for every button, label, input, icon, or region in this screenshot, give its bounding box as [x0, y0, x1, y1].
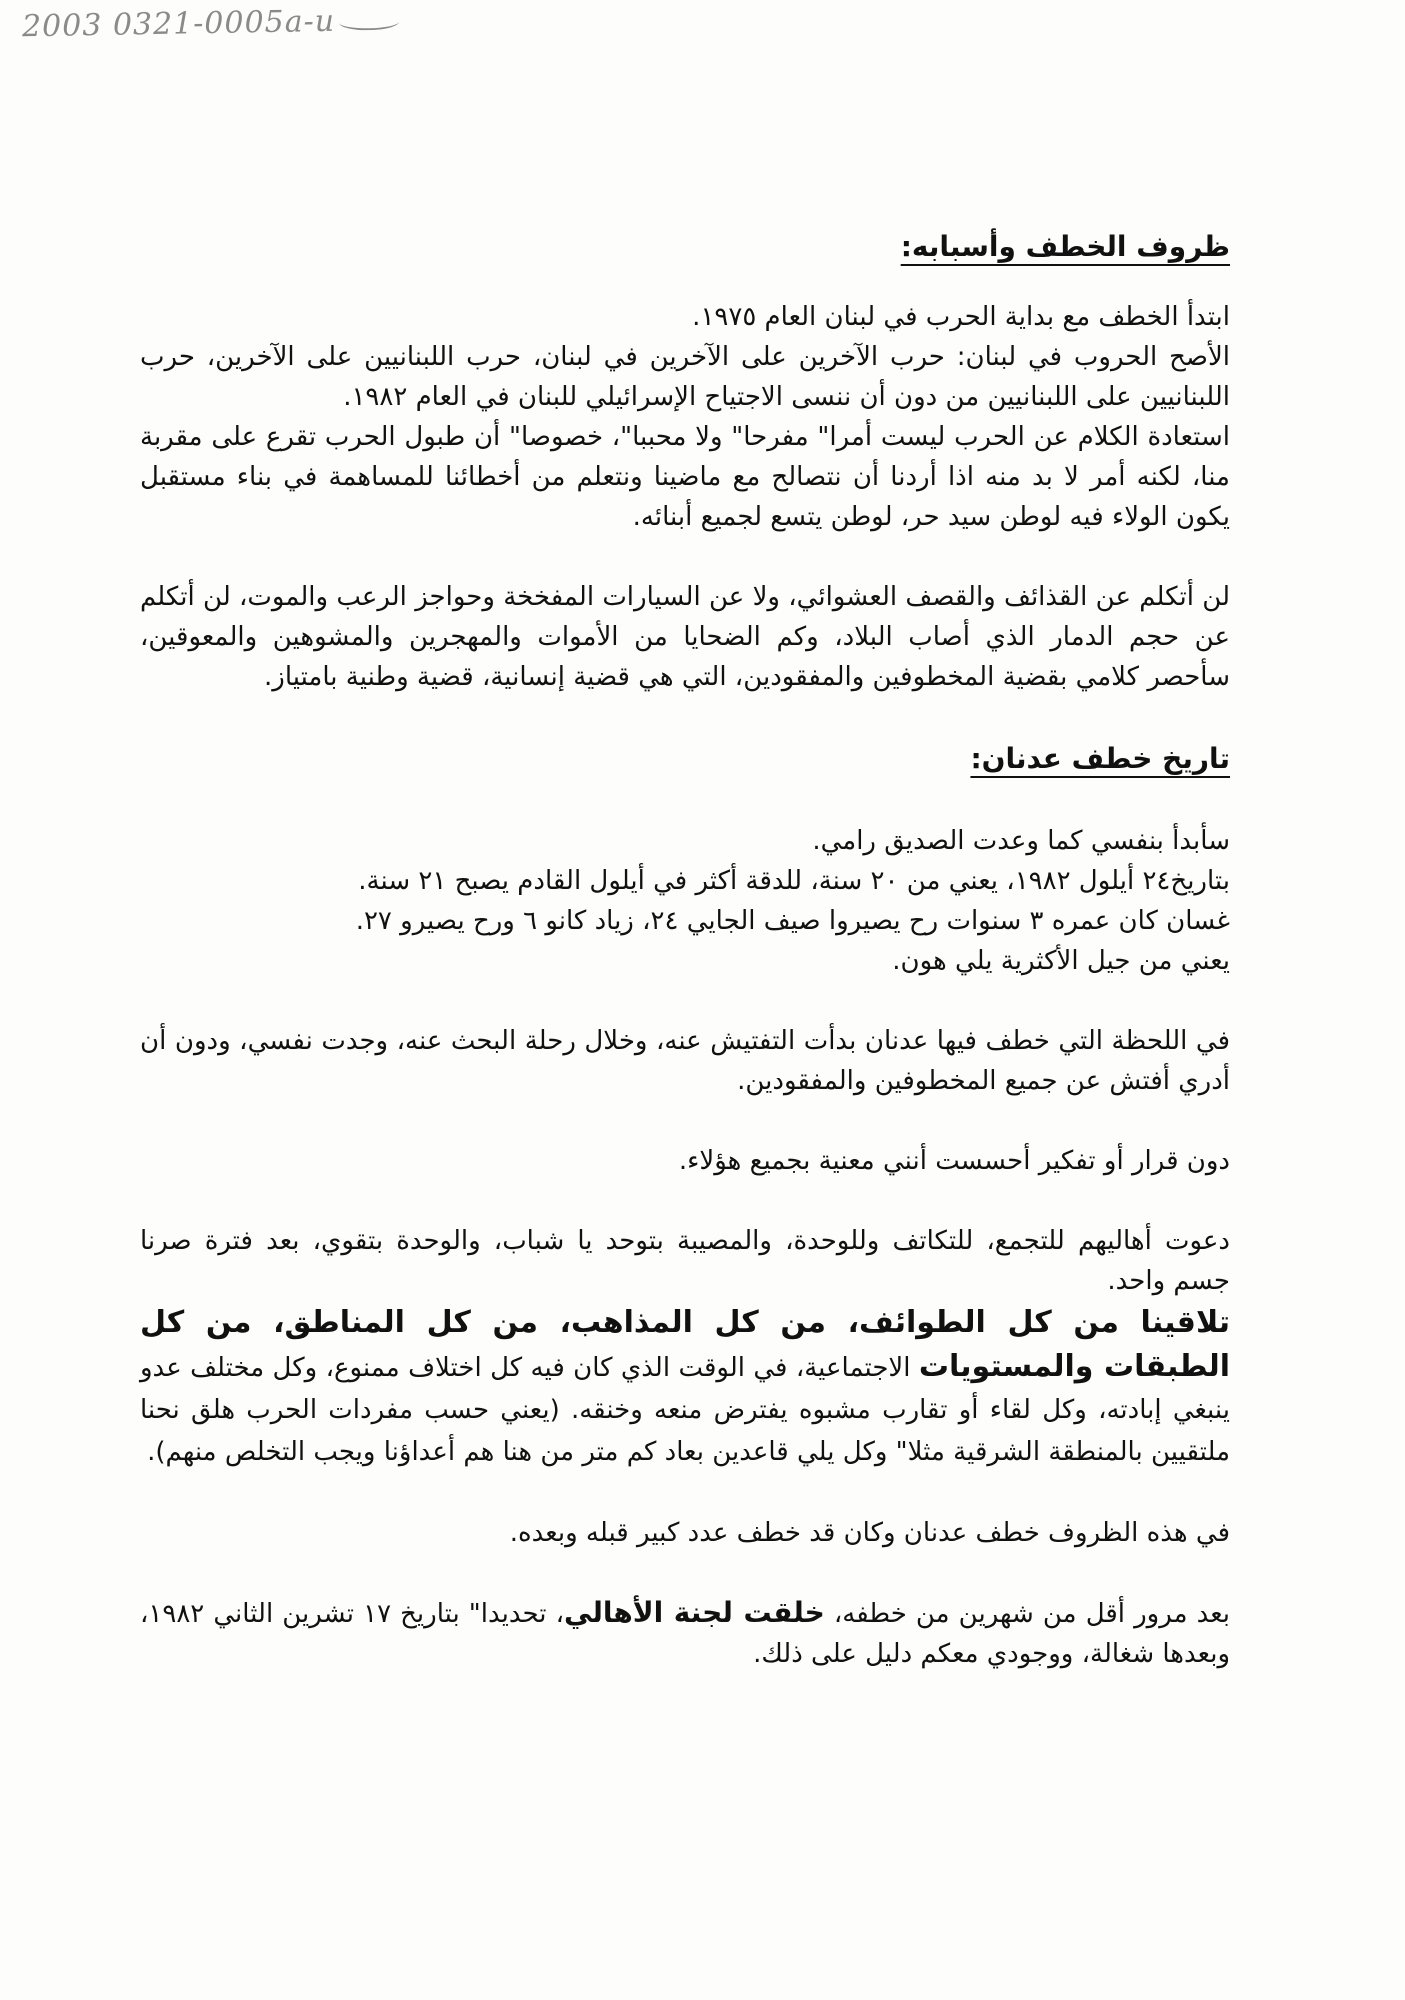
paragraph: في اللحظة التي خطف فيها عدنان بدأت التفتيش عنه، وخلال رحلة البحث عنه، وجدت نفسي، ودون أن أدري أفتش عن جميع المخطوفين والمفقودين.: [140, 1026, 1230, 1096]
section-heading-text: تاريخ خطف عدنان:: [970, 742, 1230, 775]
paragraph-line: ابتدأ الخطف مع بداية الحرب في لبنان العام ١٩٧٥.: [692, 302, 1230, 332]
section-heading-adnan-kidnapping: [140, 737, 1230, 781]
paragraph-line: غسان كان عمره ٣ سنوات رح يصيروا صيف الجايي ٢٤، زياد كانو ٦ ورح يصيرو ٢٧.: [355, 906, 1230, 936]
paragraph: دعوت أهاليهم للتجمع، للتكاتف وللوحدة، والمصيبة بتوحد يا شباب، والوحدة بتقوي، بعد فترة صرنا جسم واحد.: [140, 1226, 1230, 1296]
emphasized-text: تلاقينا من كل الطوائف، من كل المذاهب، من كل المناطق، من كل الطبقات والمستويات: [140, 1305, 1230, 1384]
handwritten-squiggle: [339, 14, 399, 31]
paragraph-text: الاجتماعية، في الوقت الذي كان فيه كل اختلاف ممنوع، وكل مختلف عدو ينبغي إبادته، وكل لقاء أو تقارب مشبوه يفترض منعه وخنقه. (يعني حسب مفردات الحرب هلق نحنا ملتقيين بالمنطقة الشرقية مثلا" وكل يلي قاعدين بعاد كم متر من هنا هم أعداؤنا ويجب التخلص منهم).: [140, 1353, 1230, 1467]
paragraph-line: الأصح الحروب في لبنان: حرب الآخرين على الآخرين في لبنان، حرب اللبنانيين على الآخرين، حرب اللبنانيين على اللبنانيين من دون أن ننسى الاجتياح الإسرائيلي للبنان في العام ١٩٨٢.: [140, 342, 1230, 412]
paragraph-mixed: [140, 1593, 1230, 1674]
paragraph: دون قرار أو تفكير أحسست أنني معنية بجميع هؤلاء.: [678, 1146, 1230, 1176]
section-heading-text: ظروف الخطف وأسبابه:: [900, 230, 1230, 263]
paragraph-line: يعني من جيل الأكثرية يلي هون.: [892, 946, 1230, 976]
paragraph-text: بعد مرور أقل من شهرين من خطفه،: [824, 1599, 1230, 1629]
paragraph: لن أتكلم عن القذائف والقصف العشوائي، ولا عن السيارات المفخخة وحواجز الرعب والموت، لن أتكلم عن حجم الدمار الذي أصاب البلاد، وكم الضحايا من الأموات والمهجرين والمشوهين والمعوقين، سأحصر كلامي بقضية المخطوفين والمفقودين، التي هي قضية إنسانية، قضية وطنية بامتياز.: [140, 582, 1230, 692]
document-body: [140, 225, 1230, 1674]
paragraph-line: بتاريخ٢٤ أيلول ١٩٨٢، يعني من ٢٠ سنة، للدقة أكثر في أيلول القادم يصبح ٢١ سنة.: [358, 866, 1230, 896]
section-heading-circumstances: [140, 225, 1230, 269]
paragraph-line: استعادة الكلام عن الحرب ليست أمرا" مفرحا" ولا محببا"، خصوصا" أن طبول الحرب تقرع على مقربة منا، لكنه أمر لا بد منه اذا أردنا أن نتصالح مع ماضينا ونتعلم من أخطائنا للمساهمة في بناء مستقبل يكون الولاء فيه لوطن سيد حر، لوطن يتسع لجميع أبنائه.: [140, 422, 1230, 532]
paragraph-mixed: [140, 1301, 1230, 1473]
archive-reference-text: 2003 0321-0005a-u: [21, 3, 336, 45]
paragraph: في هذه الظروف خطف عدنان وكان قد خطف عدد كبير قبله وبعده.: [509, 1518, 1230, 1548]
paragraph-line: سأبدأ بنفسي كما وعدت الصديق رامي.: [812, 826, 1230, 856]
emphasized-text: خلقت لجنة الأهالي: [564, 1596, 825, 1629]
paragraph-text: ، تحديدا" بتاريخ ١٧ تشرين الثاني ١٩٨٢، وبعدها شغالة، ووجودي معكم دليل على ذلك.: [140, 1599, 1230, 1669]
archive-reference-note: [22, 3, 400, 45]
